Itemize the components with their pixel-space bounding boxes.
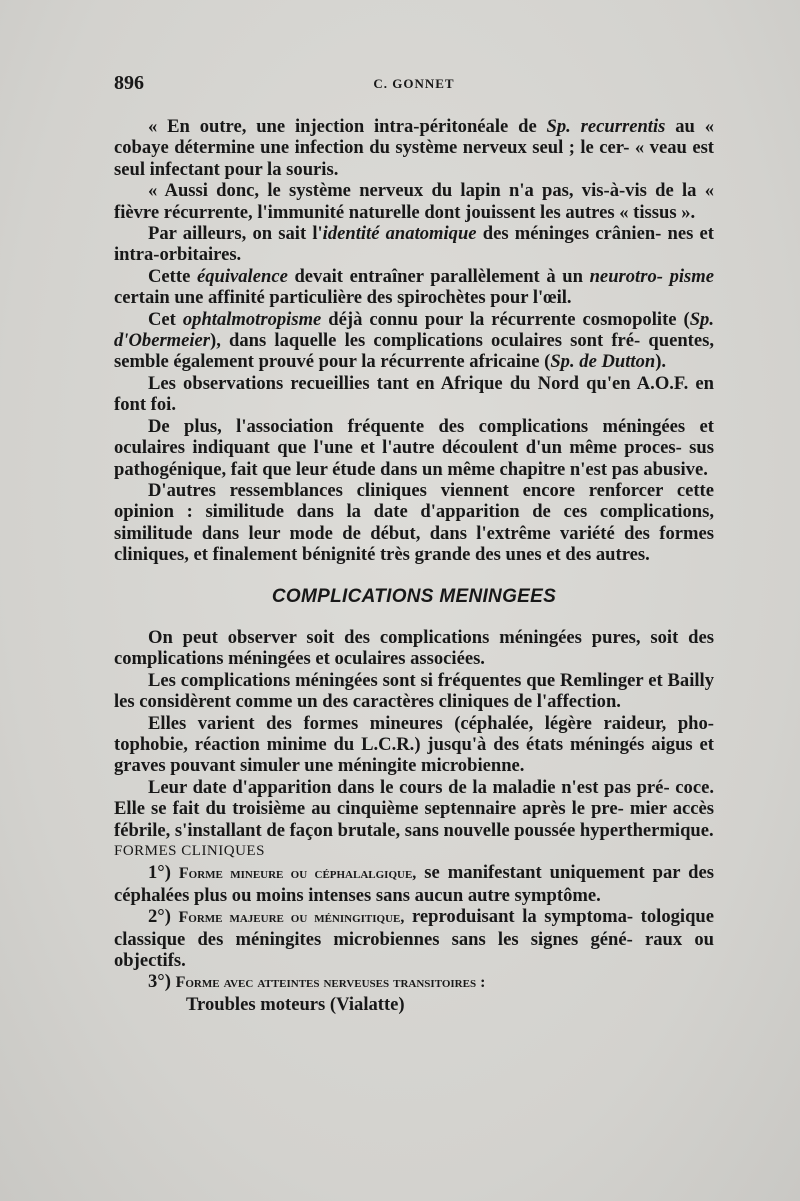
section-title: COMPLICATIONS MENINGEES [271, 585, 557, 607]
paragraph: Les observations recueillies tant en Afrique du Nord qu'en A.O.F. en font foi. [114, 372, 714, 416]
paragraph: De plus, l'association fréquente des complications méningées et oculaires indiquant que l'une et l'autre découlent d'un même proces- sus pathogénique, fait que leur étude dans un même chapitre n'est pas abusive. [114, 415, 714, 480]
list-item-detail: Troubles moteurs (Vialatte) [186, 993, 405, 1015]
paragraph: Les complications méningées sont si fréquentes que Remlinger et Bailly les considèrent comme un des caractères cliniques de l'affection. [114, 669, 714, 713]
paragraph: « En outre, une injection intra-péritonéale de Sp. recurrentis au « cobaye détermine une infection du système nerveux seul ; le cer- « veau est seul infectant pour la souris. [114, 116, 714, 180]
list-item: 2°) Forme majeure ou méningitique, reproduisant la symptoma- tologique classique des méningites microbiennes sans les signes géné- raux ou objectifs. [114, 906, 715, 972]
paragraph: « Aussi donc, le système nerveux du lapin n'a pas, vis-à-vis de la « fièvre récurrente, l'immunité naturelle dont jouissent les autres « tissus ». [114, 180, 714, 223]
paragraph: Elles varient des formes mineures (céphalée, légère raideur, pho- tophobie, réaction minime du L.C.R.) jusqu'à des états méningés aigus et graves pouvant simuler une méningite microbienne. [114, 712, 714, 777]
list-item: 1°) Forme mineure ou céphalalgique, se manifestant uniquement par des céphalées plus ou moins intenses sans aucun autre symptôme. [114, 862, 715, 906]
paragraph: On peut observer soit des complications méningées pures, soit des complications méningées et oculaires associées. [114, 626, 714, 670]
paragraph: D'autres ressemblances cliniques viennent encore renforcer cette opinion : similitude dans la date d'apparition de ces complications, similitude dans leur mode de début, dans l'extrême variété des formes cliniques, et finalement bénignité très grande des unes et des autres. [114, 479, 714, 566]
page-header [114, 72, 714, 98]
paragraph: Leur date d'apparition dans le cours de la maladie n'est pas pré- coce. Elle se fait du troisième au cinquième septennaire après le pre- mier accès fébrile, s'installant de façon brutale, sans nouvelle poussée hyperthermique. [114, 776, 714, 841]
subheading: FORMES CLINIQUES [114, 843, 265, 859]
list-item: 3°) Forme avec atteintes nerveuses transitoires : [148, 971, 486, 993]
running-head: C. GONNET [373, 76, 455, 91]
page-number: 896 [114, 72, 144, 94]
paragraph: Par ailleurs, on sait l'identité anatomique des méninges crânien- nes et intra-orbitaires. [114, 223, 714, 266]
paragraph: Cet ophtalmotropisme déjà connu pour la récurrente cosmopolite (Sp. d'Obermeier), dans laquelle les complications oculaires sont fré- quentes, semble également prouvé pour la récurrente africaine (Sp. de Dutton). [114, 308, 714, 373]
paragraph: Cette équivalence devait entraîner parallèlement à un neurotro- pisme certain une affinité particulière des spirochètes pour l'œil. [114, 265, 714, 309]
body-text [114, 116, 714, 1015]
